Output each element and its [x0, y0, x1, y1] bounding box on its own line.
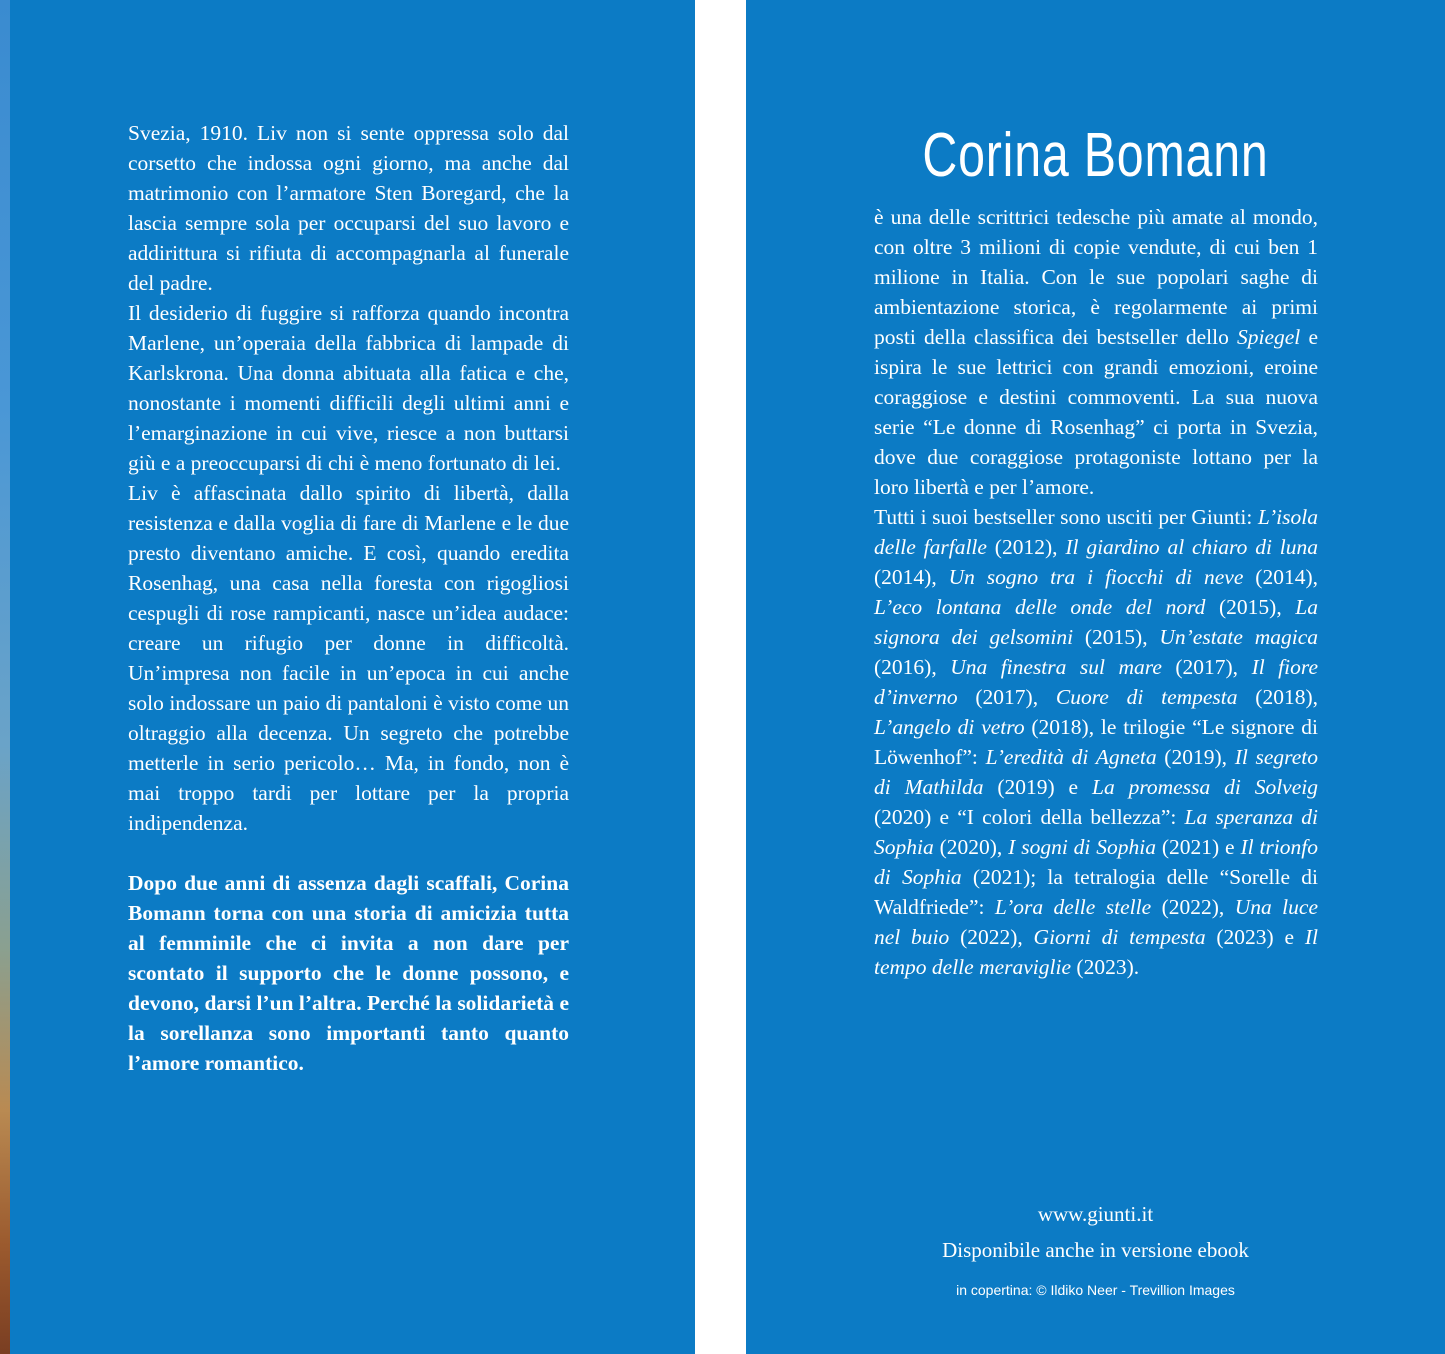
synopsis-highlight: Dopo due anni di assenza dagli scaffali, Corina Bomann torna con una storia di amicizia tutta al femminile che ci invita a non dare per scontato il supporto che le donne possono, e devono, darsi l’un l’altra. Perché la solidarietà e la sorellanza sono importanti tanto quanto l’amore romantico. — [128, 871, 569, 1075]
text-run: (2014), — [874, 565, 949, 589]
text-run: (2014), — [1243, 565, 1318, 589]
text-run: (2015), — [1073, 625, 1160, 649]
text-run: (2022), — [949, 925, 1034, 949]
ebook-note: Disponibile anche in versione ebook — [942, 1238, 1249, 1262]
text-run: (2017), — [957, 685, 1056, 709]
text-run: (2023) e — [1205, 925, 1305, 949]
book-title: Giorni di tempesta — [1033, 925, 1206, 949]
book-title: L’isola delle farfalle — [874, 505, 1318, 559]
author-bio-paragraph — [874, 202, 1318, 502]
book-title: Una luce nel buio — [874, 895, 1318, 949]
cover-credit: in copertina: © Ildiko Neer - Trevillion Images — [956, 1282, 1235, 1298]
text-run: (2019), — [1156, 745, 1235, 769]
cover-image-edge — [0, 0, 10, 1354]
book-title: La promessa di Solveig — [1091, 775, 1318, 799]
synopsis-paragraph-2: Il desiderio di fuggire si rafforza quando incontra Marlene, un’operaia della fabbrica di lampade di Karlskrona. Una donna abituata alla fatica e che, nonostante i momenti difficili degli ultimi anni e l’emarginazione in cui vive, riesce a non buttarsi giù e a preoccuparsi di chi è meno fortunato di lei. — [128, 301, 569, 475]
text-run: (2021); la tetralogia delle “Sorelle di Waldfriede”: — [874, 865, 1318, 919]
bibliography-paragraph — [874, 502, 1318, 982]
book-title: L’ora delle stelle — [994, 895, 1152, 919]
text-run: (2018), — [1237, 685, 1319, 709]
text-run: (2020) e “I colori della bellezza”: — [874, 805, 1185, 829]
book-title: Il fiore d’inverno — [874, 655, 1318, 709]
book-title: Il tempo delle meraviglie — [874, 925, 1318, 979]
text-run: (2015), — [1205, 595, 1296, 619]
text-run: (2019) e — [983, 775, 1092, 799]
text-run: (2020), — [933, 835, 1009, 859]
book-title: Un’estate magica — [1159, 625, 1318, 649]
book-title: L’eco lontana delle onde del nord — [874, 595, 1206, 619]
book-title: Il giardino al chiaro di luna — [1065, 535, 1318, 559]
text-run: (2012), — [986, 535, 1066, 559]
book-title: Il segreto di Mathilda — [874, 745, 1319, 799]
book-title: La speranza di Sophia — [874, 805, 1318, 859]
synopsis-paragraph-1: Svezia, 1910. Liv non si sente oppressa solo dal corsetto che indossa ogni giorno, ma anche dal matrimonio con l’armatore Sten Boregard, che la lascia sempre sola per occuparsi del suo lavoro e addirittura si rifiuta di accompagnarla al funerale del padre. — [128, 121, 569, 295]
book-title: Cuore di tempesta — [1055, 685, 1238, 709]
text-run: e ispira le sue lettrici con grandi emozioni, eroine coraggiose e destini commoventi. La sua nuova serie “Le donne di Rosenhag” ci porta in Svezia, dove due coraggiose protagoniste lottano per la loro libertà e per l’amore. — [874, 325, 1319, 499]
book-title: L’angelo di vetro — [874, 715, 1025, 739]
author-flap-right — [746, 0, 1445, 1354]
book-title: I sogni di Sophia — [1008, 835, 1156, 859]
synopsis-paragraph-3: Liv è affascinata dallo spirito di libertà, dalla resistenza e dalla voglia di fare di Marlene e le due presto diventano amiche. E così, quando eredita Rosenhag, una casa nella foresta con rigogliosi cespugli di rose rampicanti, nasce un’idea audace: creare un rifugio per donne in difficoltà. Un’impresa non facile in un’epoca in cui anche solo indossare un paio di pantaloni è visto come un oltraggio alla decenza. Un segreto che potrebbe metterle in serio pericolo… Ma, in fondo, non è mai troppo tardi per lottare per la propria indipendenza. — [128, 481, 569, 835]
website-link: www.giunti.it — [1037, 1202, 1154, 1226]
text-run: è una delle scrittrici tedesche più amate al mondo, con oltre 3 milioni di copie vendute, di cui ben 1 milione in Italia. Con le sue popolari saghe di ambientazione storica, è regolarmente ai primi posti della classifica dei bestseller dello — [874, 205, 1318, 349]
author-name: Corina Bomann — [922, 121, 1269, 190]
book-title: Il trionfo di Sophia — [874, 835, 1318, 889]
text-run: (2022), — [1151, 895, 1235, 919]
text-run: Tutti i suoi bestseller sono usciti per Giunti: — [874, 505, 1258, 529]
book-title: L’eredità di Agneta — [985, 745, 1157, 769]
text-run: (2018), le trilogie “Le signore di Löwenhof”: — [874, 715, 1319, 769]
text-run: (2016), — [874, 655, 951, 679]
back-flap-left — [0, 0, 695, 1354]
synopsis-block — [128, 118, 569, 1078]
book-title: Un sogno tra i fiocchi di neve — [948, 565, 1244, 589]
book-title: La signora dei gelsomini — [874, 595, 1318, 649]
text-run: (2023). — [1071, 955, 1140, 979]
text-run: (2017), — [1161, 655, 1252, 679]
text-run: (2021) e — [1155, 835, 1241, 859]
book-title: Spiegel — [1237, 325, 1301, 349]
book-title: Una finestra sul mare — [950, 655, 1162, 679]
author-bio-block — [874, 202, 1318, 982]
